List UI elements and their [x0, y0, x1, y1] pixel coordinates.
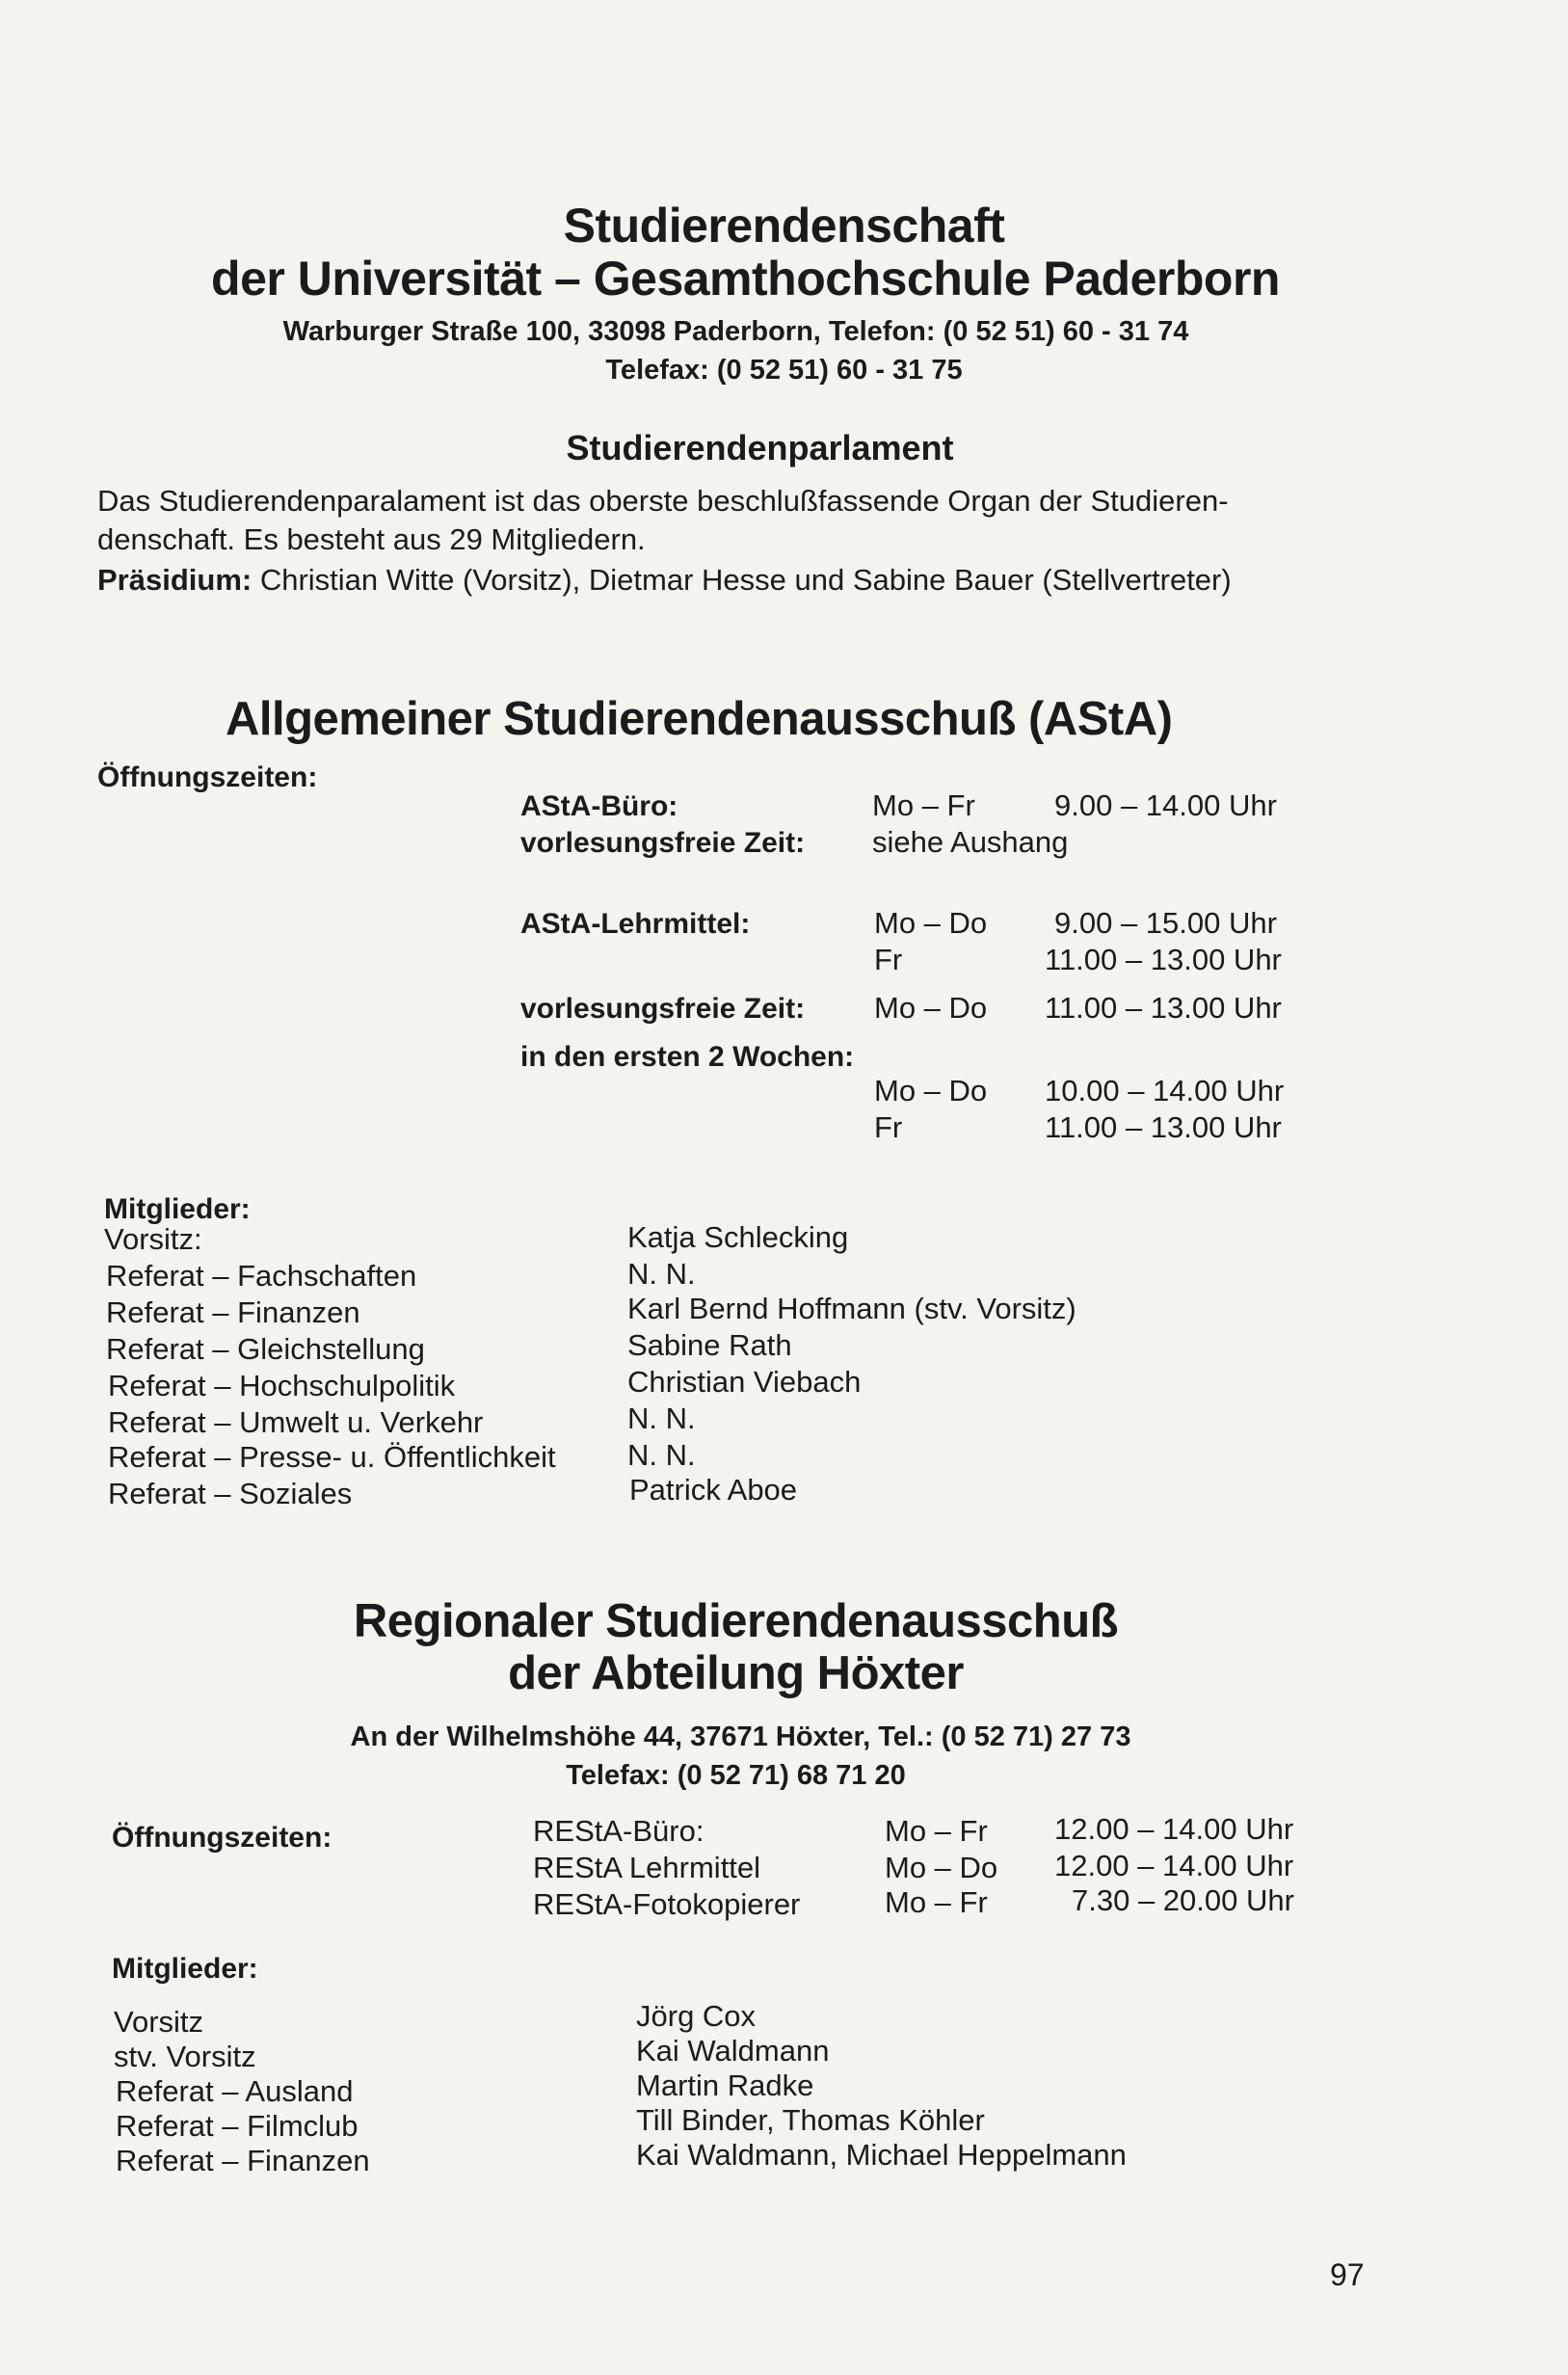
resta-hours-days: Mo – Fr: [885, 1814, 988, 1848]
asta-frei2-time: 11.00 – 13.00 Uhr: [1045, 991, 1282, 1025]
asta-buero-time: 9.00 – 14.00 Uhr: [1054, 788, 1277, 822]
resta-member-name: Martin Radke: [636, 2068, 814, 2102]
asta-wochen-label: in den ersten 2 Wochen:: [520, 1041, 855, 1073]
asta-hours-label: Öffnungszeiten:: [97, 761, 318, 793]
resta-member-name: Kai Waldmann, Michael Heppelmann: [636, 2138, 1127, 2172]
parlament-heading: Studierendenparlament: [566, 428, 954, 467]
resta-hours-time: 7.30 – 20.00 Uhr: [1072, 1883, 1294, 1917]
resta-members-label: Mitglieder:: [112, 1953, 258, 1985]
resta-member-name: Kai Waldmann: [636, 2034, 830, 2068]
asta-member-name: N. N.: [627, 1438, 696, 1472]
asta-lehr-days1: Mo – Do: [874, 906, 988, 940]
main-title-line2: der Universität – Gesamthochschule Paderborn: [211, 252, 1280, 306]
asta-member-role: Referat – Fachschaften: [106, 1259, 417, 1293]
asta-lehr-time1: 9.00 – 15.00 Uhr: [1054, 906, 1277, 940]
resta-hours-label-item: REStA Lehrmittel: [533, 1851, 761, 1884]
resta-address: An der Wilhelmshöhe 44, 37671 Höxter, Tel.: (0 52 71) 27 73: [350, 1721, 1131, 1752]
asta-member-name: Sabine Rath: [627, 1328, 792, 1362]
asta-member-role: Referat – Hochschulpolitik: [108, 1369, 456, 1402]
asta-member-role: Vorsitz:: [104, 1222, 202, 1256]
asta-member-role: Referat – Soziales: [108, 1477, 353, 1510]
asta-heading: Allgemeiner Studierendenausschuß (AStA): [226, 693, 1173, 745]
resta-member-role: Referat – Ausland: [116, 2074, 354, 2108]
asta-member-role: Referat – Gleichstellung: [106, 1332, 425, 1366]
asta-member-role: Referat – Finanzen: [106, 1295, 360, 1329]
resta-fax: Telefax: (0 52 71) 68 71 20: [566, 1760, 906, 1791]
asta-member-name: Patrick Aboe: [629, 1473, 798, 1507]
resta-hours-days: Mo – Do: [885, 1851, 998, 1884]
praesidium-line: [97, 563, 1232, 598]
page-number: 97: [1330, 2257, 1365, 2292]
asta-frei1-text: siehe Aushang: [872, 825, 1069, 859]
asta-wochen-time2: 11.00 – 13.00 Uhr: [1045, 1110, 1282, 1144]
asta-member-role: Referat – Presse- u. Öffentlichkeit: [108, 1440, 556, 1474]
resta-hours-time: 12.00 – 14.00 Uhr: [1054, 1812, 1294, 1846]
asta-member-role: Referat – Umwelt u. Verkehr: [108, 1405, 484, 1439]
asta-lehr-days2: Fr: [874, 943, 903, 976]
header-address: Warburger Straße 100, 33098 Paderborn, Telefon: (0 52 51) 60 - 31 74: [282, 316, 1189, 347]
resta-heading-line2: der Abteilung Höxter: [508, 1647, 964, 1699]
asta-member-name: N. N.: [627, 1257, 696, 1291]
resta-member-role: stv. Vorsitz: [114, 2040, 256, 2073]
resta-hours-label-item: REStA-Büro:: [533, 1814, 704, 1848]
asta-member-name: N. N.: [627, 1401, 696, 1435]
asta-wochen-days2: Fr: [874, 1110, 903, 1144]
praesidium-text: Christian Witte (Vorsitz), Dietmar Hesse und Sabine Bauer (Stellvertreter): [259, 563, 1232, 597]
main-title-line1: Studierendenschaft: [563, 199, 1005, 253]
asta-member-name: Christian Viebach: [627, 1365, 862, 1399]
asta-buero-days: Mo – Fr: [872, 788, 975, 822]
resta-hours-time: 12.00 – 14.00 Uhr: [1054, 1849, 1294, 1882]
resta-heading-line1: Regionaler Studierendenausschuß: [353, 1595, 1119, 1647]
parlament-text-line1: Das Studierendenparalament ist das oberste beschlußfassende Organ der Studieren-: [97, 484, 1229, 518]
asta-lehr-label: AStA-Lehrmittel:: [520, 908, 751, 940]
asta-lehr-time2: 11.00 – 13.00 Uhr: [1045, 943, 1282, 976]
asta-member-name: Katja Schlecking: [627, 1220, 849, 1254]
resta-member-role: Vorsitz: [114, 2005, 204, 2039]
asta-wochen-days1: Mo – Do: [874, 1074, 988, 1107]
resta-hours-days: Mo – Fr: [885, 1885, 988, 1919]
resta-member-name: Jörg Cox: [636, 1999, 757, 2033]
parlament-text-line2: denschaft. Es besteht aus 29 Mitgliedern.: [97, 522, 646, 556]
resta-member-role: Referat – Finanzen: [116, 2144, 370, 2177]
asta-member-name: Karl Bernd Hoffmann (stv. Vorsitz): [627, 1292, 1076, 1325]
resta-hours-label-item: REStA-Fotokopierer: [533, 1887, 801, 1921]
asta-frei1-label: vorlesungsfreie Zeit:: [520, 827, 806, 859]
asta-frei2-days: Mo – Do: [874, 991, 988, 1025]
header-fax: Telefax: (0 52 51) 60 - 31 75: [605, 355, 963, 386]
praesidium-label: Präsidium:: [97, 563, 252, 597]
resta-hours-label: Öffnungszeiten:: [112, 1822, 332, 1854]
asta-wochen-time1: 10.00 – 14.00 Uhr: [1045, 1074, 1285, 1107]
resta-member-name: Till Binder, Thomas Köhler: [636, 2103, 985, 2137]
asta-members-label: Mitglieder:: [104, 1193, 251, 1225]
resta-member-role: Referat – Filmclub: [116, 2109, 359, 2143]
asta-frei2-label: vorlesungsfreie Zeit:: [520, 993, 806, 1025]
asta-buero-label: AStA-Büro:: [520, 790, 678, 822]
